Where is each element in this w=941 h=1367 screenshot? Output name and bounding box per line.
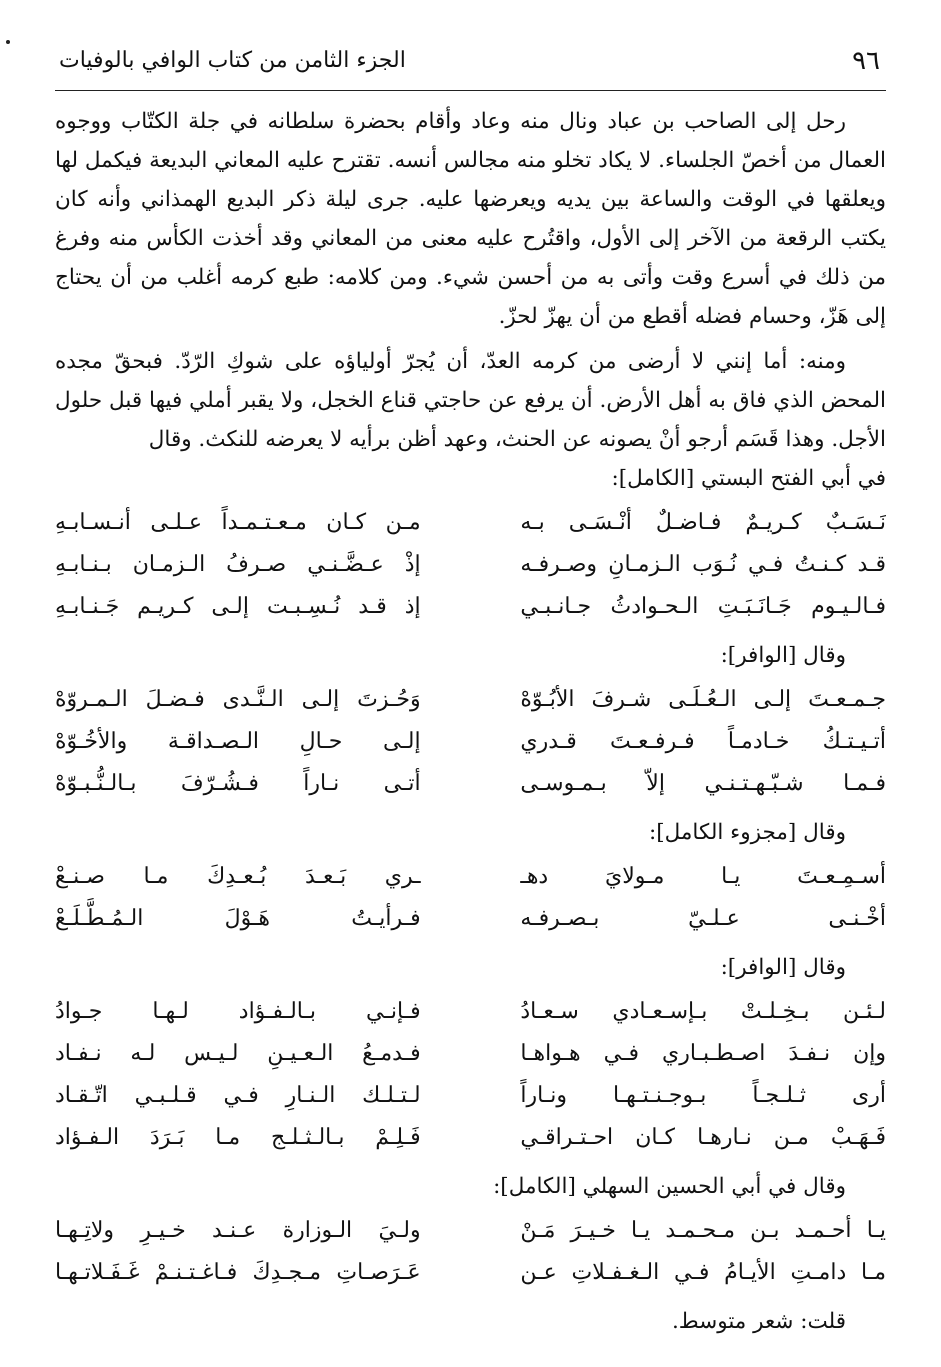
closing-remark: قلت: شعر متوسط. (671, 1309, 846, 1334)
verse-line (55, 763, 886, 805)
verse-line (55, 679, 886, 721)
verse-first-hemistich: لـئـن بـخِـلـتْ بـإسـعـادي سـعـادُ (520, 999, 886, 1024)
verse-second-hemistich: فـرأيـتُ هَـوْلَ الـمُـطَّـلَـعْ (55, 906, 421, 931)
verse-second-hemistich: عَـرَصـاتِ مـجـدِكَ فـاغـتـنـمْ غَـفَـلاتـهـا (55, 1260, 421, 1285)
poem (55, 679, 886, 805)
page-body (55, 102, 886, 1341)
verse-line (55, 502, 886, 544)
verse-second-hemistich: إذْ عـضَّـنـي صـرفُ الـزمـان بـنـابـهِ (55, 552, 421, 577)
poem (55, 502, 886, 628)
verse-line (55, 721, 886, 763)
poem-intro: وقال [الوافر]: (720, 955, 846, 980)
paragraph: ومنه: أما إنني لا أرضى من كرمه العدّ، أن يُجرّ أولياؤه على شوكِ الرّدّ. فبحقّ مجده المحض الذي فاق به أهل الأرض. أن يرفع عن حاجتي قناع الخجل، ولا يقبر أملي فيها قبل حلول الأجل. وهذا قَسَم أرجو أنْ يصونه عن الحنث، وعهد أظن برأيه لا يعرضه للنكث. وقال (55, 349, 886, 452)
verse-second-hemistich: إلـى حـالِ الـصـداقـة والأخُـوّهْ (55, 729, 421, 754)
verse-first-hemistich: نَـسَـبٌ كـريـمٌ فـاضـلٌ أنْـسَـى بـه (520, 510, 886, 535)
page-number: ٩٦ (852, 46, 880, 76)
verse-second-hemistich: ولـيَ الـوزارة عـنـد خـيـرِ ولاتِـهـا (55, 1218, 421, 1243)
verse-line (55, 856, 886, 898)
verse-line (55, 1117, 886, 1159)
poem (55, 856, 886, 940)
verse-first-hemistich: أسـمِـعـتَ يـا مـولايَ دهـ (520, 864, 886, 889)
verse-first-hemistich: قـد كـنـتُ فـي نُـوَب الـزمـانِ وصـرفـه (520, 552, 886, 577)
verse-second-hemistich: وَحُـزتَ إلـى الـنَّـدى فـضـلَ الـمـروّهْ (55, 687, 421, 712)
verse-second-hemistich: إذ قـد نُـسِـبـت إلـى كـريـم جَـنـابـهِ (55, 594, 421, 619)
margin-dot (6, 40, 10, 44)
verse-first-hemistich: جـمـعـتَ إلـى الـعُـلَـى شـرفَ الأبُـوّهْ (520, 687, 886, 712)
paragraph: رحل إلى الصاحب بن عباد ونال منه وعاد وأقام بحضرة سلطانه في جلة الكتّاب ووجوه العمال من أخصّ الجلساء. لا يكاد تخلو منه مجالس أنسه. تقترح عليه المعاني البديعة فيكمل لها ويعلقها في الوقت والساعة بين يديه ويعرضها عليه. جرى ليلة ذكر البديع الهمذاني وأنه كان يكتب الرقعة من الآخر إلى الأول، واقتُرح عليه معنى من المعاني وقد أخذت الكأس منه وفرغ من ذلك في أسرع وقت وأتى به من أحسن شيء. ومن كلامه: طبع كرمه أغلب من أن يحتاج إلى هَزّ، وحسام فضله أقطع من أن يهزّ لحزّ. (55, 109, 886, 329)
verse-first-hemistich: أتـيـتـكُ خـادمـاً فـرفـعـتَ قـدري (520, 729, 886, 754)
poem-intro: وقال في أبي الحسين السهلي [الكامل]: (493, 1174, 846, 1199)
verse-first-hemistich: فـمـا شـبّـهـتـنـي إلاّ بـمـوسـى (520, 771, 886, 796)
poem-intro: وقال [الوافر]: (720, 643, 846, 668)
verse-first-hemistich: أرى ثـلـجـاً بـوجـنـتـهـا ونـاراً (520, 1083, 886, 1108)
page-header (55, 38, 886, 91)
poem (55, 991, 886, 1159)
verse-line (55, 991, 886, 1033)
verse-first-hemistich: أخْـنـى عـلـيّ بـصـرفـه (520, 906, 886, 931)
verse-first-hemistich: فَـهَـبْ مـن نـارهـا كـان احـتـراقـي (520, 1125, 886, 1150)
verse-line (55, 586, 886, 628)
verse-second-hemistich: ـري بَـعـدَ بُـعـدِكَ مـا صـنـعْ (55, 864, 421, 889)
verse-line (55, 1075, 886, 1117)
verse-second-hemistich: أتـى نـاراً فـشُـرّفَ بـالـنُّـبـوّهْ (55, 771, 421, 796)
verse-line (55, 544, 886, 586)
verse-second-hemistich: فـدمـعُ الـعـيـنِ لـيـس لـه نـفـاد (55, 1041, 421, 1066)
poem-intro: في أبي الفتح البستي [الكامل]: (611, 466, 886, 491)
verse-first-hemistich: فـالـيـوم جَـانَـبَـتِ الـحـوادثُ جـانـبـي (520, 594, 886, 619)
verse-line (55, 1252, 886, 1294)
verse-second-hemistich: فَـلِـمْ بـالـثـلـج مـا بَـرَدَ الـفـؤاد (55, 1125, 421, 1150)
poem-intro: وقال [مجزوء الكامل]: (648, 820, 846, 845)
running-title: الجزء الثامن من كتاب الوافي بالوفيات (59, 48, 406, 73)
verse-second-hemistich: لـتـلـك الـنـارِ فـي قـلـبـي اتّـقـاد (55, 1083, 421, 1108)
verse-line (55, 898, 886, 940)
verse-second-hemistich: مـن كـان مـعـتـمـداً عـلـى أنـسـابـهِ (55, 510, 421, 535)
verse-line (55, 1210, 886, 1252)
poem (55, 1210, 886, 1294)
verse-line (55, 1033, 886, 1075)
verse-first-hemistich: مـا دامـتِ الأيـامُ فـي الـغـفـلاتِ عـن (520, 1260, 886, 1285)
verse-second-hemistich: فـإنـي بـالـفـؤاد لـهـا جـوادُ (55, 999, 421, 1024)
verse-first-hemistich: يـا أحـمـد بـن مـحـمـد يـا خـيـرَ مَـنْ (520, 1218, 886, 1243)
verse-first-hemistich: وإن نـفـدَ اصـطـبـاري فـي هـواهـا (520, 1041, 886, 1066)
